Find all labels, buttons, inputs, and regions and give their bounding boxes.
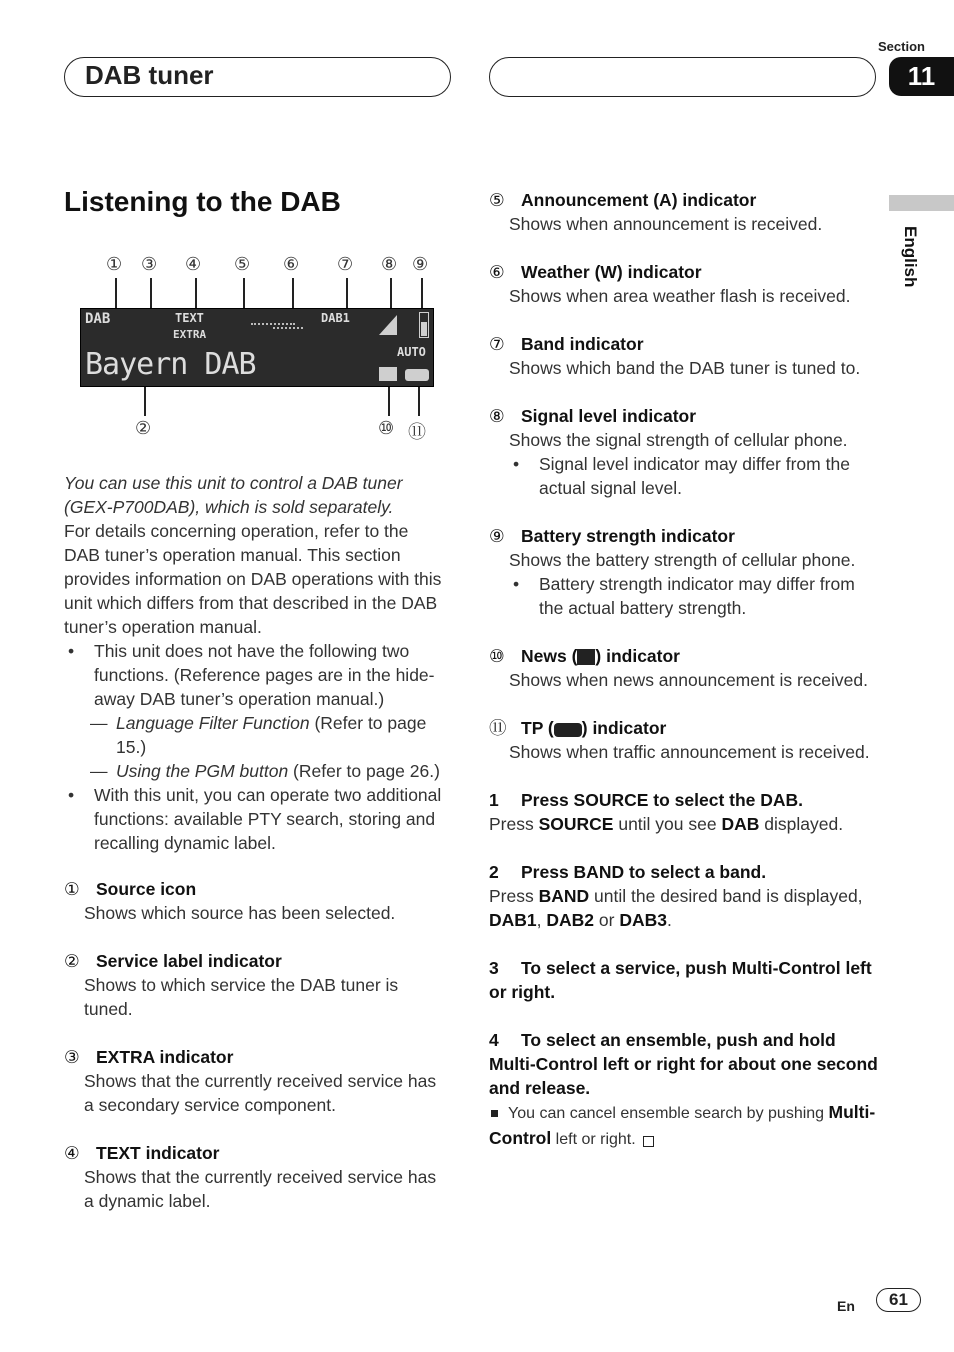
signal-level-icon <box>377 311 399 337</box>
intro-section <box>64 471 449 1213</box>
page-number: 61 <box>876 1288 921 1312</box>
header-blank-box <box>489 57 876 97</box>
tp-car-icon <box>554 723 582 737</box>
lcd-band: DAB1 <box>321 311 350 325</box>
tp-icon <box>405 369 429 381</box>
item-signal-level: ⑧ Signal level indicator Shows the signal strength of cellular phone. • Signal level indicator may differ from the actual signal level. <box>489 406 850 498</box>
item-tp: ⑪ TP ( ) indicator Shows when traffic announcement is received. <box>489 718 870 762</box>
callout-3: ③ <box>141 254 158 274</box>
callout-6: ⑥ <box>283 254 300 274</box>
display-figure <box>64 250 464 450</box>
intro-paragraph: For details concerning operation, refer to the DAB tuner’s operation manual. This section provides information on DAB operations with this unit which differs from that described in the DAB tuner’s operation manual. <box>64 521 442 637</box>
lcd-extra-indicator: EXTRA <box>173 328 207 341</box>
announcement-icon <box>251 315 295 325</box>
item-text-indicator: ④ TEXT indicator Shows that the currently received service has a dynamic label. <box>64 1143 437 1211</box>
callout-4: ④ <box>185 254 202 274</box>
intro-bullet-2: • With this unit, you can operate two additional functions: available PTY search, storing and recalling dynamic label. <box>68 785 442 853</box>
news-icon <box>379 367 397 381</box>
language-label: English <box>901 226 920 288</box>
callout-5: ⑤ <box>234 254 251 274</box>
right-column <box>489 188 879 1152</box>
lcd-service-label: Bayern DAB <box>85 347 256 382</box>
news-icon <box>577 649 595 665</box>
lcd-text-indicator: TEXT <box>175 311 204 325</box>
battery-icon <box>419 312 429 338</box>
language-tab <box>889 195 954 211</box>
callout-11: ⑪ <box>408 422 426 442</box>
callout-1: ① <box>106 254 123 274</box>
header-title-box <box>64 57 451 97</box>
item-news: ⑩ News ( ) indicator Shows when news announcement is received. <box>489 646 868 690</box>
lcd-display <box>80 308 434 387</box>
intro-dash-2: — Using the PGM button (Refer to page 26.) <box>90 761 440 781</box>
note-square-icon <box>491 1110 498 1117</box>
item-service-label: ② Service label indicator Shows to which service the DAB tuner is tuned. <box>64 951 399 1019</box>
end-square-icon <box>643 1136 654 1147</box>
item-band: ⑦ Band indicator Shows which band the DAB tuner is tuned to. <box>489 334 861 378</box>
step-4: 4 To select an ensemble, push and hold Multi-Control left or right for about one second and release. You can cancel ensemble search by pushing Multi-Control left or right. <box>489 1030 878 1148</box>
section-label: Section <box>878 39 925 54</box>
item-extra-indicator: ③ EXTRA indicator Shows that the currently received service has a secondary service component. <box>64 1047 437 1115</box>
footer-language: En <box>837 1298 855 1314</box>
section-number: 11 <box>889 57 954 96</box>
header-title: DAB tuner <box>85 60 214 90</box>
weather-icon <box>273 327 303 339</box>
page-title: Listening to the DAB <box>64 186 341 217</box>
callout-7: ⑦ <box>337 254 354 274</box>
step-2: 2 Press BAND to select a band. Press BAND until the desired band is displayed, DAB1, DAB2 or DAB3. <box>489 862 863 930</box>
step-3: 3 To select a service, push Multi-Control left or right. <box>489 958 872 1002</box>
step-1: 1 Press SOURCE to select the DAB. Press SOURCE until you see DAB displayed. <box>489 790 844 834</box>
intro-italic: You can use this unit to control a DAB tuner (GEX-P700DAB), which is sold separately. <box>64 473 403 517</box>
item-battery: ⑨ Battery strength indicator Shows the battery strength of cellular phone. • Battery strength indicator may differ from the actual battery strength. <box>489 526 856 618</box>
callout-2: ② <box>135 418 152 438</box>
item-announcement: ⑤ Announcement (A) indicator Shows when announcement is received. <box>489 190 823 234</box>
intro-bullet-1: • This unit does not have the following two functions. (Reference pages are in the hide-away DAB tuner’s operation manual.) <box>68 641 435 709</box>
item-source-icon: ① Source icon Shows which source has been selected. <box>64 879 396 923</box>
lcd-source: DAB <box>85 311 111 327</box>
item-weather: ⑥ Weather (W) indicator Shows when area weather flash is received. <box>489 262 851 306</box>
callout-9: ⑨ <box>412 254 429 274</box>
intro-dash-1: — Language Filter Function (Refer to page 15.) <box>90 713 427 757</box>
lcd-auto: AUTO <box>397 345 426 359</box>
callout-8: ⑧ <box>381 254 398 274</box>
callout-10: ⑩ <box>378 418 395 438</box>
